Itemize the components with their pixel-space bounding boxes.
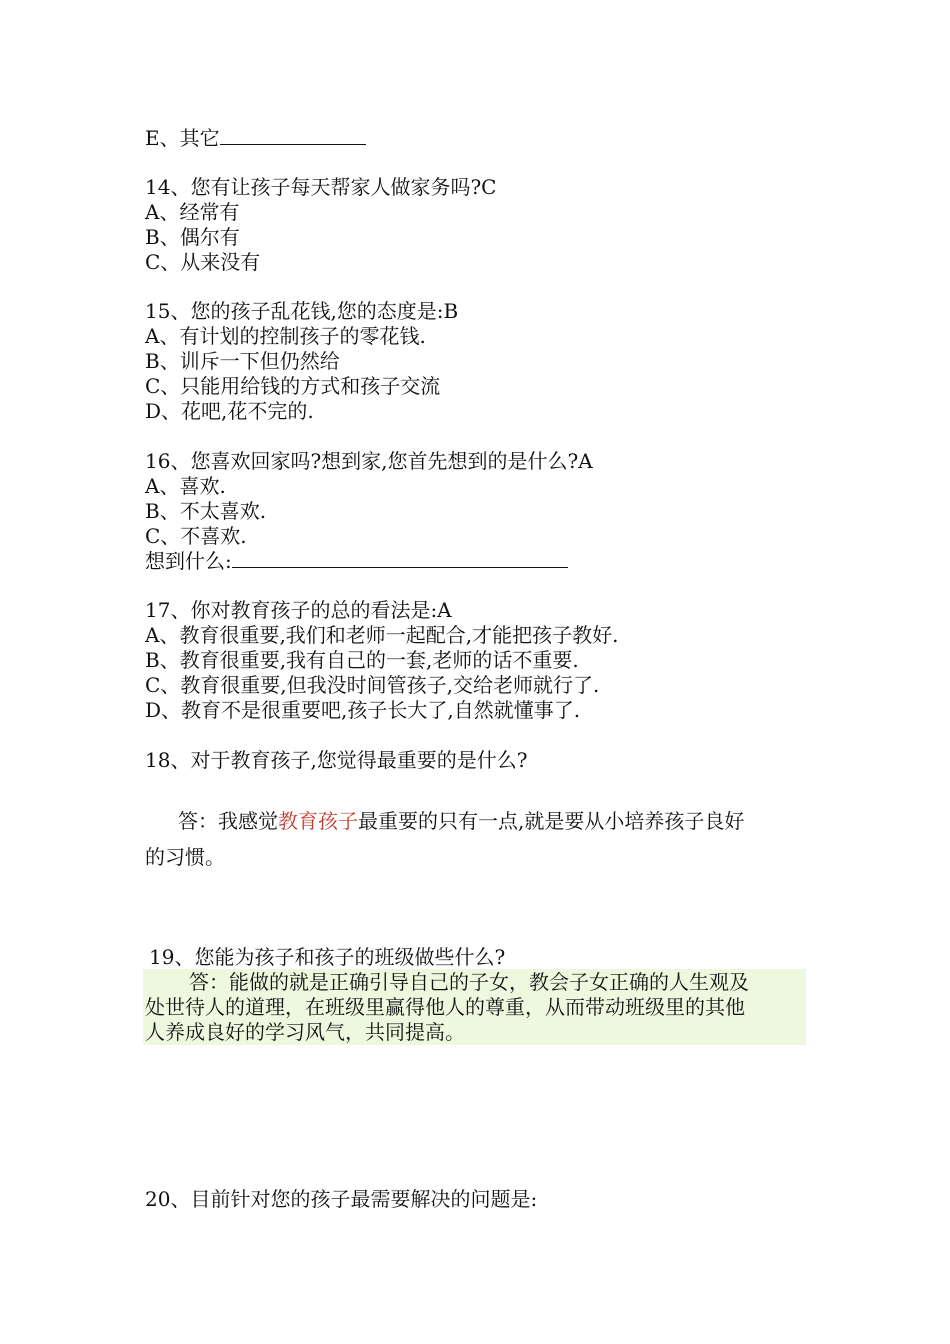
q15-option-d: D、花吧,花不完的.	[145, 399, 314, 423]
q16-think-blank	[232, 549, 568, 568]
q18-answer-line1	[178, 809, 744, 833]
q13-option-e-text: E、其它	[145, 126, 220, 150]
q17-question: 17、你对教育孩子的总的看法是:A	[145, 598, 452, 622]
q18-question: 18、对于教育孩子,您觉得最重要的是什么?	[145, 748, 528, 772]
q20-question: 20、目前针对您的孩子最需要解决的问题是:	[145, 1187, 538, 1211]
q18-answer-rest: 最重要的只有一点,就是要从小培养孩子良好	[358, 809, 745, 833]
q19-question: 19、您能为孩子和孩子的班级做些什么?	[149, 945, 506, 969]
q13-fill-blank	[220, 126, 366, 145]
q19-answer-line3: 人养成良好的学习风气，共同提高。	[145, 1020, 465, 1044]
q14-option-b: B、偶尔有	[145, 225, 240, 249]
q16-option-b: B、不太喜欢.	[145, 499, 267, 523]
q19-answer-line1: 答：能做的就是正确引导自己的子女，教会子女正确的人生观及	[189, 970, 749, 994]
q16-think-label: 想到什么:	[145, 549, 232, 573]
q15-question: 15、您的孩子乱花钱,您的态度是:B	[145, 299, 459, 323]
q18-answer-highlight: 教育孩子	[278, 809, 358, 833]
q14-question: 14、您有让孩子每天帮家人做家务吗?C	[145, 175, 497, 199]
q15-option-b: B、训斥一下但仍然给	[145, 349, 340, 373]
q17-option-c: C、教育很重要,但我没时间管孩子,交给老师就行了.	[145, 673, 600, 697]
q13-option-e	[145, 126, 366, 150]
q16-option-a: A、喜欢.	[145, 474, 226, 498]
q18-answer-line2: 的习惯。	[145, 845, 225, 869]
q15-option-c: C、只能用给钱的方式和孩子交流	[145, 374, 441, 398]
q16-option-c: C、不喜欢.	[145, 524, 247, 548]
q19-answer-block	[143, 969, 806, 1045]
q14-option-c: C、从来没有	[145, 250, 261, 274]
q16-question: 16、您喜欢回家吗?想到家,您首先想到的是什么?A	[145, 449, 593, 473]
q19-answer-line2: 处世待人的道理，在班级里赢得他人的尊重，从而带动班级里的其他	[145, 995, 745, 1019]
q18-answer-prefix: 答：我感觉	[178, 809, 278, 833]
q17-option-b: B、教育很重要,我有自己的一套,老师的话不重要.	[145, 648, 579, 672]
q14-option-a: A、经常有	[145, 200, 240, 224]
q15-option-a: A、有计划的控制孩子的零花钱.	[145, 324, 426, 348]
q17-option-d: D、教育不是很重要吧,孩子长大了,自然就懂事了.	[145, 698, 581, 722]
q16-think-line	[145, 549, 568, 573]
q17-option-a: A、教育很重要,我们和老师一起配合,才能把孩子教好.	[145, 623, 619, 647]
